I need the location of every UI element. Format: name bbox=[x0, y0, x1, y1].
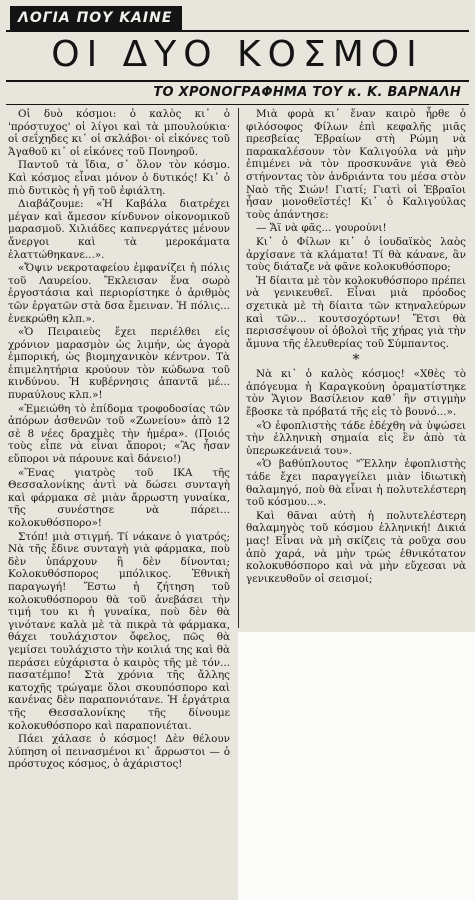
subheadline-rule bbox=[6, 104, 469, 105]
column-header: ΛΟΓΙΑ ΠΟΥ ΚΑΙΝΕ bbox=[10, 6, 182, 30]
left-paragraph: «Ἐμειώθη τὸ ἐπίδομα τροφοδοσίας τῶν ἀπόρων ἀσθενῶν τοῦ «Ζωνείου» ἀπὸ 12 σὲ 8 νέες δραχμὲς τὴν ἡμέρα». (Ποιός τοὺς εἶπε νὰ εἶναι ἄποροι; «Ἂς ἦσαν εὔποροι νὰ πάρουνε καὶ δάνειο!) bbox=[8, 402, 230, 466]
right-paragraph: — Ἄϊ νὰ φᾶς... γουρούνι! bbox=[256, 222, 387, 235]
section-separator: * bbox=[352, 352, 360, 369]
left-paragraph: Παντοῦ τὰ ἴδια, σ᾿ ὅλον τὸν κόσμο. Καὶ κόσμος εἶναι μόνον ὁ δυτικός! Κι᾿ ὁ πιὸ δυτικὸς ἡ γῆ τοῦ ἐφιάλτη. bbox=[8, 159, 230, 197]
right-paragraph: «Ὁ ἐφοπλιστὴς τάδε ἐδέχθη νὰ ὑψώσει τὴν ἑλληνικὴ σημαία εἰς ἓν ἀπὸ τὰ ὑπερωκεάνειά του». bbox=[246, 419, 466, 457]
left-paragraph: Στόπ! μιὰ στιγμή. Τί νάκανε ὁ γιατρός; Νὰ τῆς ἔδινε συνταγὴ γιὰ φάρμακα, ποὺ δὲν ὑπάρχουν ἢ δὲν δίνονται; Κολοκυθόσπορος μπόλικος. Ἐθνικὴ παραγωγή! Ἔστω ἡ ζήτηση τοῦ κολοκυθόσπορου θὰ τοῦ ἀνεβάσει τὴν τιμή του κι ἡ γυναίκα, ποὺ δὲν θὰ γινότανε καλὰ μὲ τὰ πικρὰ τὰ φάρμακα, θάχει τουλάχιστον ὄφελος, πῶς θὰ γεμίσει τουλάχιστο τὴν κοιλιά της καὶ θὰ περάσει εὐχάριστα ὁ καιρὸς τῆς μὲ τόν... πασατέμπο! Στὰ χρόνια τῆς ἄλλης κατοχῆς τρώγαμε ὅλοι σκουπόσπορο καὶ κανένας δὲν παραπονιότανε. Ἡ ἐργάτρια τῆς Θεσσαλονίκης τῆς δίνουμε κολοκυθόσπορο καὶ παραπονιέται. bbox=[8, 530, 230, 732]
right-paragraph: «Ὁ βαθύπλουτος "Ἕλλην ἐφοπλιστὴς τάδε ἔχει παραγγείλει μιὰν ἰδιωτικὴ θαλαμηγό, ποὺ θὰ εἶναι ἡ πολυτελέστερη τοῦ κόσμου...». bbox=[246, 458, 466, 509]
column-divider bbox=[238, 108, 239, 628]
headline: ΟΙ ΔΥΟ ΚΟΣΜΟΙ bbox=[51, 34, 424, 75]
right-column bbox=[246, 108, 466, 586]
left-paragraph: «Ὁ Πειραιεὺς ἔχει περιέλθει εἰς χρόνιον μαρασμὸν ὡς λιμήν, ὡς ἀγορὰ ἐμπορική, ὡς βιομηχανικὸν κέντρον. Τὰ ἐπιμελητήρια κρούουν τὸν κώδωνα τοῦ κινδύνου. Ἡ κυβέρνησις ἀπαντᾶ μέ... πυραύλους κλπ.»! bbox=[8, 326, 230, 402]
headline-rule bbox=[6, 80, 469, 82]
left-paragraph: Πάει χάλασε ὁ κόσμος! Δὲν θέλουν λύπηση οἱ πεινασμένοι κι᾿ ἄρρωστοι — ὁ πρόστυχος κόσμος, ὁ ἀχάριστος! bbox=[8, 733, 230, 771]
right-paragraph: Νὰ κι᾿ ὁ καλὸς κόσμος! «Χθὲς τὸ ἀπόγευμα ἡ Καραγκούνη ὁραματίστηκε τὸν Ἅγιον Βασίλειον καθ᾿ ἣν στιγμὴν ἔβοσκε τὰ πρόβατά τῆς εἰς τὸ βουνό...». bbox=[246, 368, 466, 419]
right-paragraph: Μιὰ φορὰ κι᾿ ἕναν καιρὸ ἦρθε ὁ φιλόσοφος Φίλων ἐπὶ κεφαλῆς μιᾶς πρεσβείας Ἑβραίων στὴ Ρώμη νὰ παρακαλέσουν τὸν Καλιγούλα νὰ μὴν ἐπιμένει νὰ τὸν προσκυνᾶνε γιὰ Θεὸ στήνοντας τὸν ἀνδριάντα του μέσα στὸν Ναὸ τῆς Σιών! Γιατί; Γιατὶ οἱ Ἑβραῖοι ἦσαν μονοθεϊστές! Κι᾿ ὁ Καλιγούλας τοὺς ἀπάντησε: bbox=[246, 108, 466, 221]
left-column bbox=[8, 108, 230, 772]
left-paragraph: Διαβάζουμε: «Ἡ Καβάλα διατρέχει μέγαν καὶ ἄμεσον κίνδυνον οἰκονομικοῦ μαρασμοῦ. Χιλιάδες καπνεργάτες μένουν ἄνεργοι καὶ τὰ μεροκάματα ἐλαττώθηκανε...». bbox=[8, 198, 230, 261]
left-paragraph: «Ἕνας γιατρὸς τοῦ ΙΚΑ τῆς Θεσσαλονίκης ἀντὶ νὰ δώσει συνταγὴ καὶ φάρμακα σὲ μιὰν ἄρρωστη γυναίκα, τῆς συνέστησε νὰ πάρει... κολοκυθόσπορο»! bbox=[8, 466, 230, 529]
subheadline: ΤΟ ΧΡΟΝΟΓΡΑΦΗΜΑ ΤΟΥ κ. Κ. ΒΑΡΝΑΛΗ bbox=[153, 85, 461, 100]
right-paragraph: Καὶ θᾶναι αὐτὴ ἡ πολυτελέστερη θαλαμηγὸς τοῦ κόσμου ἑλληνική! Δικιά μας! Εἶναι νὰ μὴ σκίζεις τὰ ροῦχα σου ἀπὸ χαρά, νὰ μὴν τρώς ἐθνικότατον κολοκυθόσπορο καὶ νὰ μὴν εὔχεσαι νὰ γενικευθοῦν οἱ σεισμοί; bbox=[246, 509, 466, 585]
blank-area bbox=[238, 632, 475, 900]
left-paragraph: «Ὄψιν νεκροταφείου ἐμφανίζει ἡ πόλις τοῦ Λαυρείου. Ἔκλεισαν ἕνα σωρὸ ἐργοστάσια καὶ περιορίστηκε ὁ ἀριθμὸς τῶν ἐργατῶν στὰ δσα ἔμειναν. Ἡ πόλις... ἐνεκρώθη κλπ.». bbox=[8, 262, 230, 325]
header-rule bbox=[6, 30, 469, 32]
left-paragraph: Οἱ δυὸ κόσμοι: ὁ καλὸς κι᾿ ὁ 'πρόστυχος' οἱ λίγοι καὶ τὰ μπουλούκια· οἱ σεΐχηδες κι᾿ οἱ σκλάβοι· οἱ εἰκόνες τοῦ Ἀγαθοῦ κι᾿ οἱ εἰκόνες τοῦ Πονηροῦ. bbox=[8, 108, 230, 158]
right-paragraph: Κι᾿ ὁ Φίλων κι᾿ ὁ ἰουδαϊκὸς λαὸς ἀρχίσανε τὰ κλάματα! Τί θὰ κάνανε, ἂν τοὺς διάταζε νὰ φᾶνε κολοκυθόσπορο; bbox=[246, 235, 466, 274]
right-paragraph: Ἡ δίαιτα μὲ τὸν κολοκυθόσπορο πρέπει νὰ γενικευθεῖ. Εἶναι μιὰ πρόοδος σχετικὰ μὲ τὴ δίαιτα τῶν κτηναλεύρων καὶ τῶν... κουτσοχόρτων! Ἔτσι θὰ περισσέψουν οἱ ὀβολοὶ τῆς χήρας γιὰ τὴν ἄμυνα τῆς ἐλευθερίας τοῦ Σύμπαντος. bbox=[246, 274, 466, 350]
